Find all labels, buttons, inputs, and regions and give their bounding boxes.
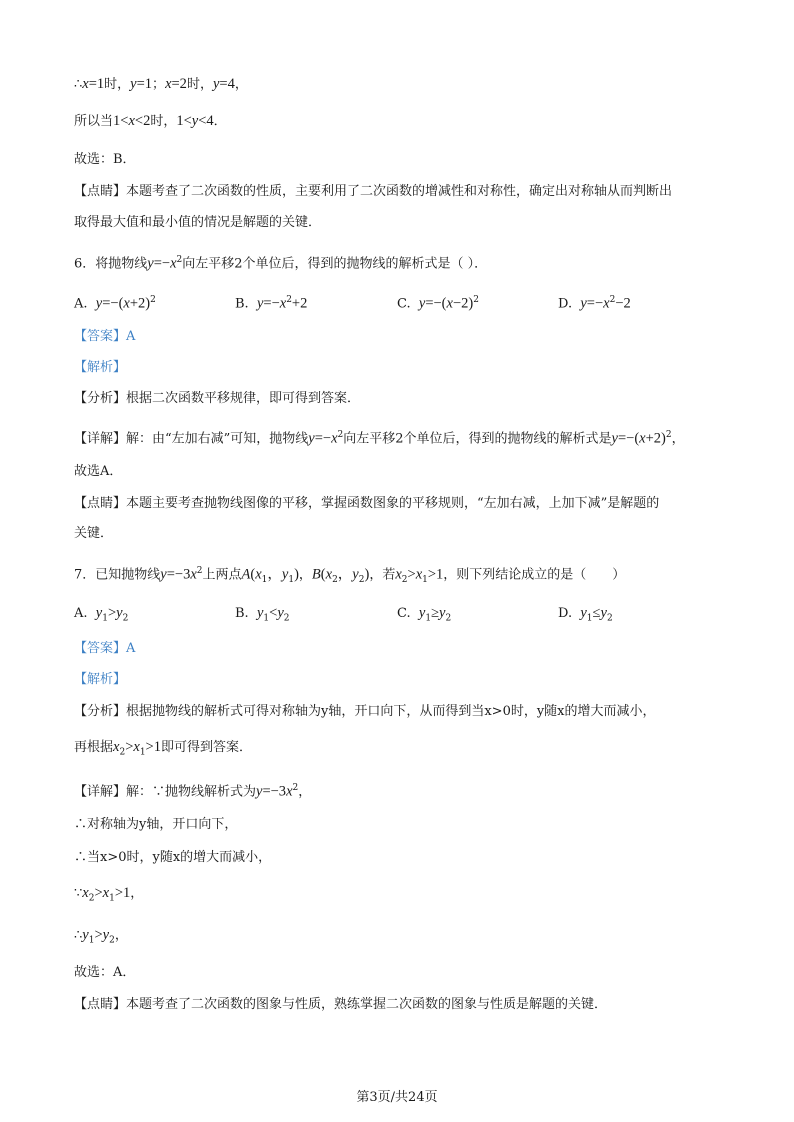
- choose-line: 故选：A．: [74, 965, 136, 980]
- q7-option-d: D. $y_1\le y_2$: [558, 605, 613, 624]
- detail-line: $\because x_2>x_1>1$，: [74, 885, 144, 904]
- analysis-line: 再根据$x_2>x_1>1$即可得到答案．: [74, 739, 252, 758]
- page-footer: 第3页/共24页: [356, 1090, 438, 1105]
- solution-line: 所以当1<x<2时，1<y<4．: [74, 113, 227, 129]
- q7-option-a: A. $y_1>y_2$: [74, 605, 129, 624]
- q7-option-b: B. $y_1<y_2$: [235, 605, 290, 624]
- detail-line: 【详解】解：由“左加右减”可知，抛物线$y=-x^2$向左平移2个单位后，得到的抛物线的解析式是$y=-(x+2)^2$，: [74, 430, 685, 447]
- detail-line: ∴对称轴为y轴，开口向下，: [74, 817, 238, 832]
- q6-option-c: C. $y=-(x-2)^2$: [397, 295, 479, 312]
- q6-option-b: B. $y=-x^2+2$: [235, 295, 308, 312]
- q6-option-a: A. $y=-(x+2)^2$: [74, 295, 156, 312]
- note-line: 【点睛】本题主要考查抛物线图像的平移，掌握函数图象的平移规则，“左加右减，上加下减”是解题的: [74, 496, 660, 511]
- note-line: 【点睛】本题考查了二次函数的图象与性质，熟练掌握二次函数的图象与性质是解题的关键．: [74, 997, 608, 1012]
- detail-line: ∴当x>0时，y随x的增大而减小，: [74, 850, 272, 865]
- answer-label: 【答案】A: [74, 641, 136, 656]
- analysis-label: 【解析】: [74, 360, 127, 375]
- question-7: 7．已知抛物线$y=-3x^2$上两点$A(x_1$，$y_1$)，$B(x_2$，$y_2$)，若$x_2>x_1>1$，则下列结论成立的是（ ）: [74, 566, 626, 585]
- detail-line: 【详解】解：∵抛物线解析式为$y=-3x^2$，: [74, 783, 312, 800]
- note-line: 取得最大值和最小值的情况是解题的关键．: [74, 215, 322, 230]
- note-line: 【点睛】本题考查了二次函数的性质，主要利用了二次函数的增减性和对称性，确定出对称轴从而判断出: [74, 184, 673, 199]
- q6-option-d: D. $y=-x^2-2$: [558, 295, 631, 312]
- analysis-line: 【分析】根据抛物线的解析式可得对称轴为y轴，开口向下，从而得到当x>0时，y随x的增大而减小，: [74, 704, 656, 719]
- question-6: 6．将抛物线$y=-x^2$向左平移2个单位后，得到的抛物线的解析式是（ ）．: [74, 255, 488, 272]
- choose-line: 故选A．: [74, 464, 123, 479]
- analysis-line: 【分析】根据二次函数平移规律，即可得到答案．: [74, 391, 361, 406]
- solution-line: ∴x=1时，y=1；x=2时，y=4，: [74, 76, 248, 92]
- choose-line: 故选：B．: [74, 152, 136, 167]
- q7-option-c: C. $y_1\ge y_2$: [397, 605, 452, 624]
- answer-label: 【答案】A: [74, 329, 136, 344]
- note-line: 关键．: [74, 526, 114, 541]
- analysis-label: 【解析】: [74, 672, 127, 687]
- detail-line: $\therefore y_1>y_2$，: [74, 927, 128, 946]
